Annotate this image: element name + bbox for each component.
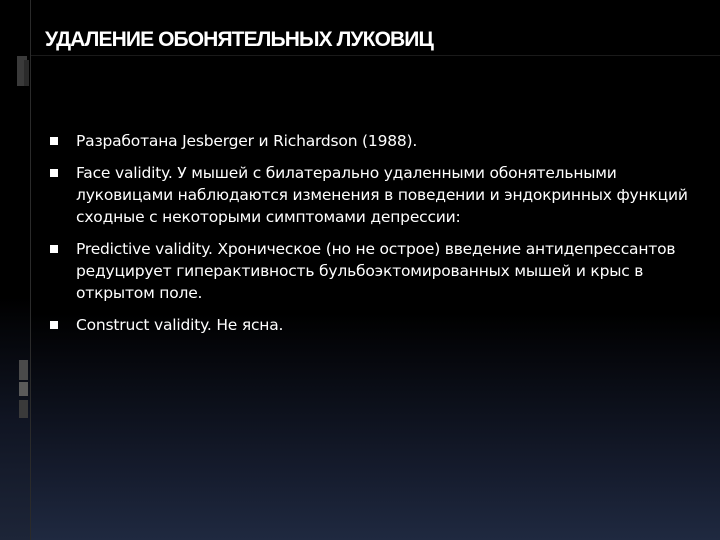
square-bullet-icon [50, 137, 58, 145]
left-divider-line [30, 0, 31, 540]
bullet-item [50, 130, 690, 152]
decorative-block [24, 60, 29, 86]
slide-title: УДАЛЕНИЕ ОБОНЯТЕЛЬНЫХ ЛУКОВИЦ [45, 28, 433, 51]
bullet-text: Predictive validity. Хроническое (но не острое) введение антидепрессантов редуцирует гиперактивность бульбоэктомированных мышей и крыс в открытом поле. [76, 240, 676, 302]
bullet-item [50, 314, 690, 336]
bullet-list [50, 130, 690, 346]
square-bullet-icon [50, 169, 58, 177]
decorative-block [19, 360, 28, 380]
bullet-text: Разработана Jesberger и Richardson (1988). [76, 132, 418, 150]
title-divider [31, 55, 720, 56]
bullet-item [50, 238, 690, 304]
square-bullet-icon [50, 321, 58, 329]
square-bullet-icon [50, 245, 58, 253]
decorative-block [19, 382, 28, 396]
bullet-item [50, 162, 690, 228]
bullet-text: Face validity. У мышей с билатерально удаленными обонятельными луковицами наблюдаются изменения в поведении и эндокринных функций сходные с некоторыми симптомами депрессии: [76, 164, 688, 226]
bullet-text: Construct validity. Не ясна. [76, 316, 284, 334]
decorative-block [19, 400, 28, 418]
